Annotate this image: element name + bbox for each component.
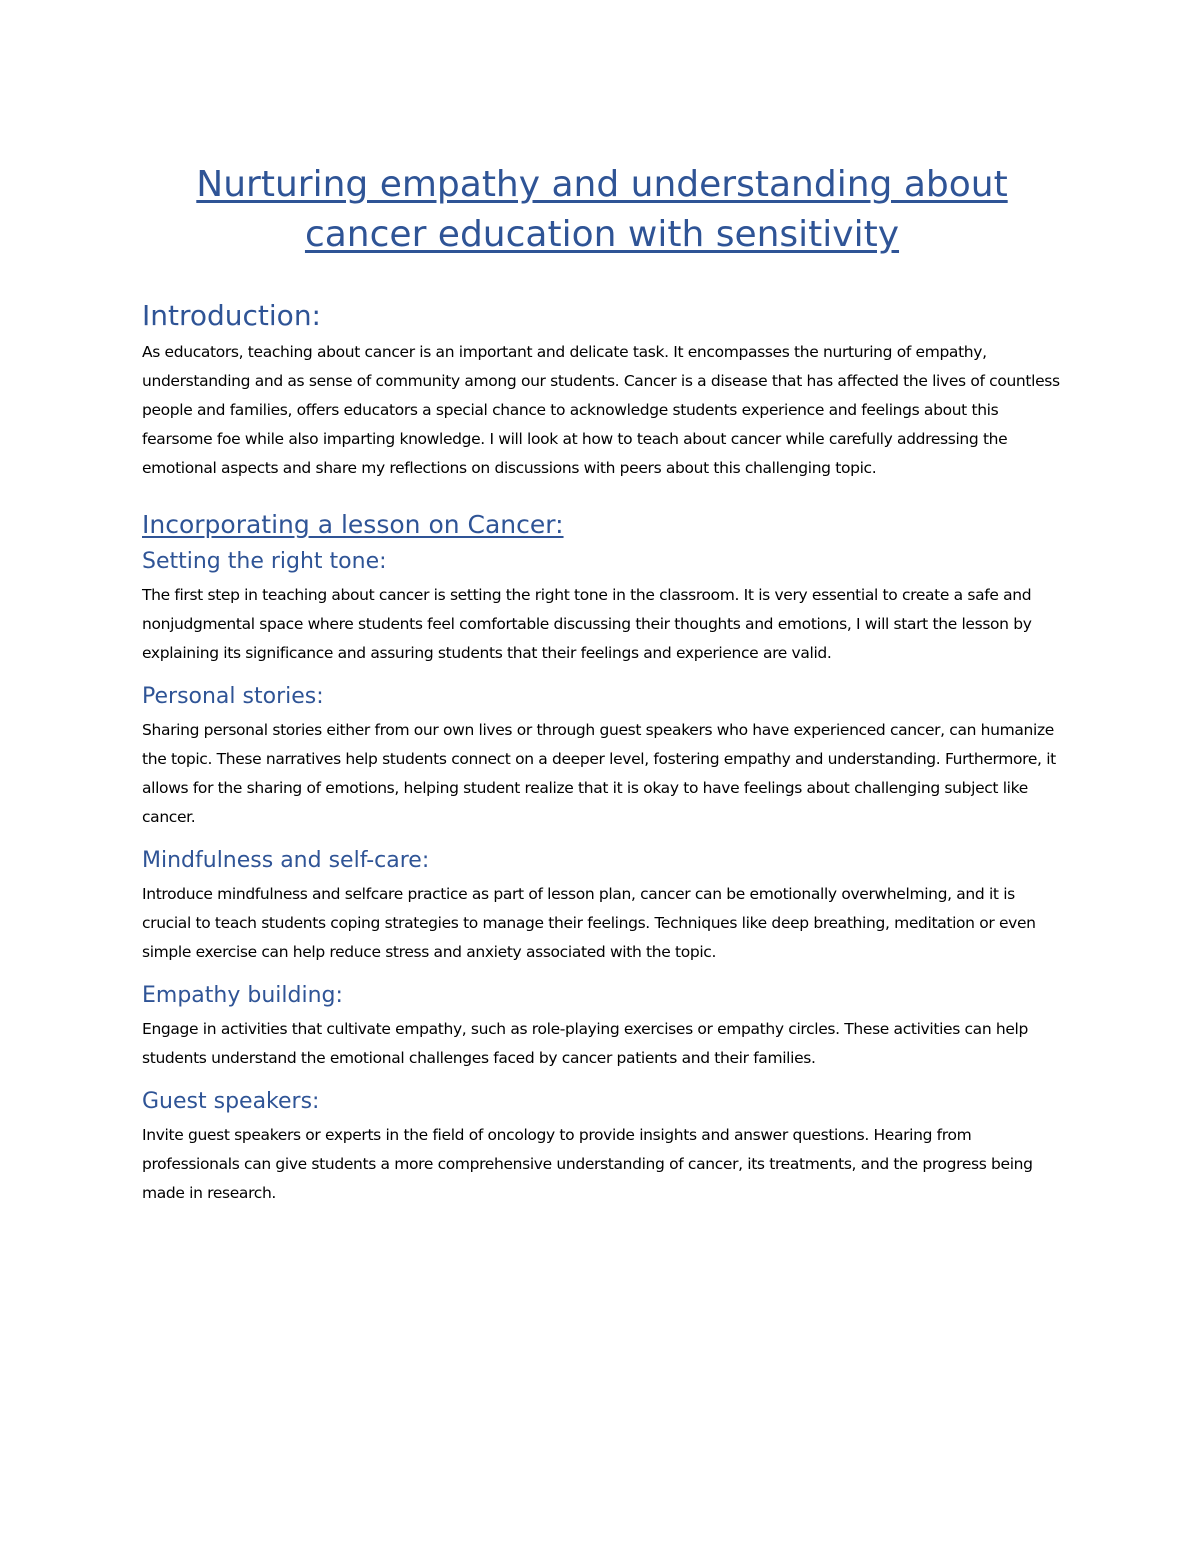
document-page (142, 160, 1062, 1208)
introduction-paragraph: As educators, teaching about cancer is an important and delicate task. It encompasses the nurturing of empathy, understanding and as sense of community among our students. Cancer is a disease that has affected the lives of countless people and families, offers educators a special chance to acknowledge students experience and feelings about this fearsome foe while also imparting knowledge. I will look at how to teach about cancer while carefully addressing the emotional aspects and share my reflections on discussions with peers about this challenging topic. (142, 343, 1060, 477)
setting-tone-heading: Setting the right tone: (142, 549, 387, 574)
mindfulness-heading: Mindfulness and self-care: (142, 848, 430, 873)
introduction-heading: Introduction: (142, 299, 321, 332)
title-line-1: Nurturing empathy and understanding about (196, 164, 1008, 205)
personal-stories-paragraph: Sharing personal stories either from our own lives or through guest speakers who have experienced cancer, can humanize the topic. These narratives help students connect on a deeper level, fostering empathy and understanding. Furthermore, it allows for the sharing of emotions, helping student realize that it is okay to have feelings about challenging subject like cancer. (142, 721, 1056, 826)
setting-tone-paragraph: The first step in teaching about cancer is setting the right tone in the classroom. It is very essential to create a safe and nonjudgmental space where students feel comfortable discussing their thoughts and emotions, I will start the lesson by explaining its significance and assuring students that their feelings and experience are valid. (142, 586, 1032, 662)
empathy-building-paragraph: Engage in activities that cultivate empathy, such as role-playing exercises or empathy circles. These activities can help students understand the emotional challenges faced by cancer patients and their families. (142, 1020, 1028, 1067)
empathy-building-heading: Empathy building: (142, 983, 343, 1008)
mindfulness-paragraph: Introduce mindfulness and selfcare practice as part of lesson plan, cancer can be emotionally overwhelming, and it is crucial to teach students coping strategies to manage their feelings. Techniques like deep breathing, meditation or even simple exercise can help reduce stress and anxiety associated with the topic. (142, 885, 1036, 961)
guest-speakers-heading: Guest speakers: (142, 1089, 320, 1114)
title-line-2: cancer education with sensitivity (304, 214, 900, 255)
document-title (142, 160, 1062, 260)
guest-speakers-paragraph: Invite guest speakers or experts in the field of oncology to provide insights and answer questions. Hearing from professionals can give students a more comprehensive understanding of cancer, its treatments, and the progress being made in research. (142, 1126, 1033, 1202)
lesson-heading: Incorporating a lesson on Cancer: (142, 510, 564, 539)
personal-stories-heading: Personal stories: (142, 684, 324, 709)
